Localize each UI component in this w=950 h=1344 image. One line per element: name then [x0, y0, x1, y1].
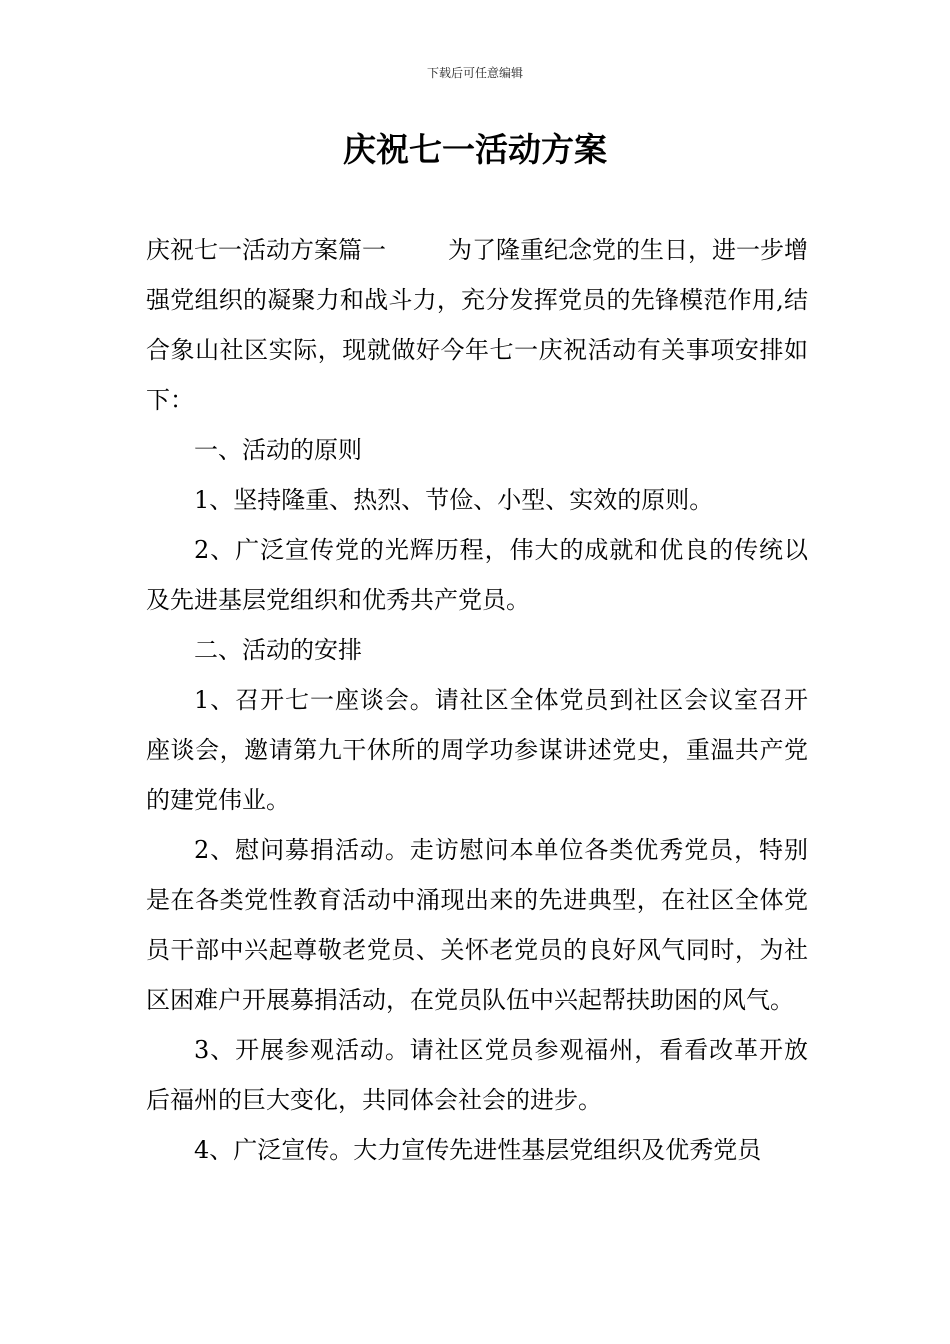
- arrangement-item-1: 1、召开七一座谈会。请社区全体党员到社区会议室召开座谈会，邀请第九干休所的周学功参谋讲述党史，重温共产党的建党伟业。: [146, 686, 808, 814]
- intro-paragraph: [146, 225, 808, 425]
- header-note: 下载后可任意编辑: [426, 66, 523, 80]
- intro-lead: 庆祝七一活动方案篇一: [146, 236, 386, 264]
- section-heading-principles: 一、活动的原则: [194, 436, 362, 464]
- intro-text: 为了隆重纪念党的生日，进一步增强党组织的凝聚力和战斗力，充分发挥党员的先锋模范作用,结合象山社区实际，现就做好今年七一庆祝活动有关事项安排如下：: [146, 236, 808, 414]
- arrangement-item-3: 3、开展参观活动。请社区党员参观福州，看看改革开放后福州的巨大变化，共同体会社会的进步。: [146, 1036, 808, 1114]
- document-body: [146, 225, 808, 1175]
- principle-item-1: 1、坚持隆重、热烈、节俭、小型、实效的原则。: [194, 486, 714, 514]
- document-title: 庆祝七一活动方案: [343, 130, 607, 169]
- section-heading-arrangements: 二、活动的安排: [194, 636, 362, 664]
- principle-item-2: 2、广泛宣传党的光辉历程，伟大的成就和优良的传统以及先进基层党组织和优秀共产党员。: [146, 536, 808, 614]
- arrangement-item-2: 2、慰问募捐活动。走访慰问本单位各类优秀党员，特别是在各类党性教育活动中涌现出来的先进典型，在社区全体党员干部中兴起尊敬老党员、关怀老党员的良好风气同时，为社区困难户开展募捐活动，在党员队伍中兴起帮扶助困的风气。: [146, 836, 808, 1014]
- arrangement-item-4: 4、广泛宣传。大力宣传先进性基层党组织及优秀党员: [194, 1136, 762, 1164]
